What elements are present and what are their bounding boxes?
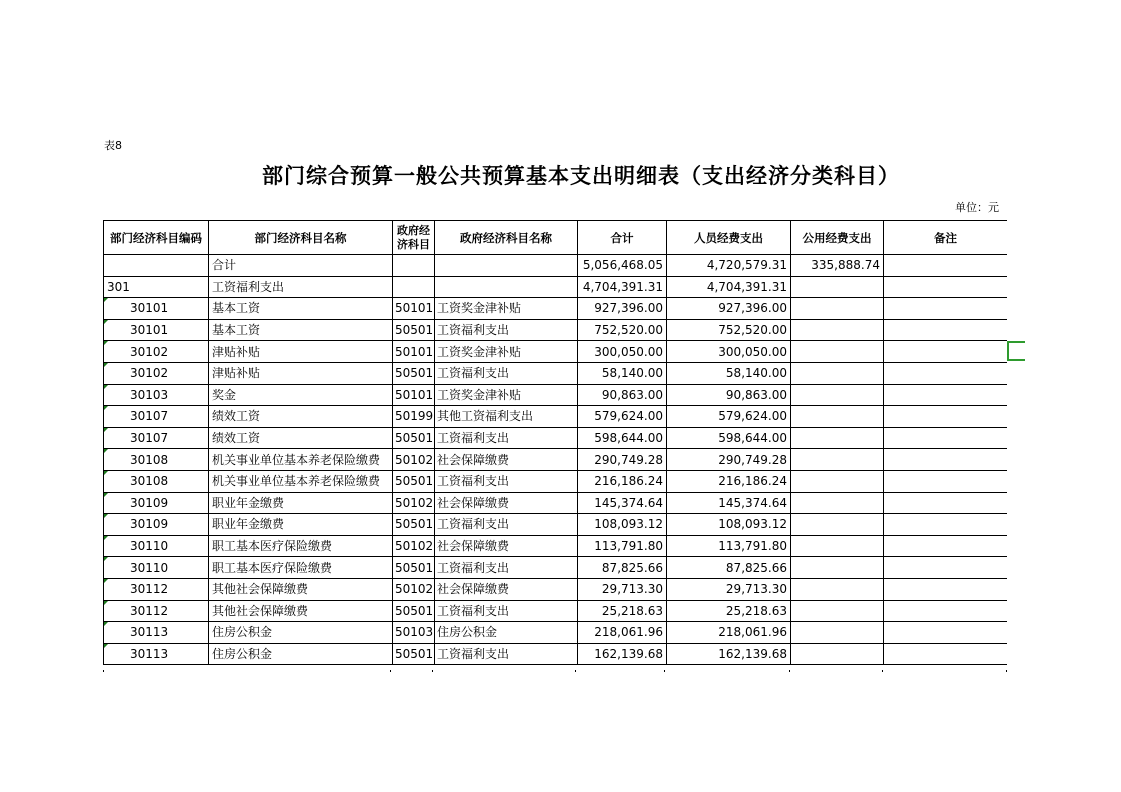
cell-dept-code: 30103 — [104, 384, 209, 406]
cell-dept-code: 30108 — [104, 449, 209, 471]
cell-note — [884, 557, 1008, 579]
table-row — [104, 255, 1008, 277]
cell-dept-code: 30110 — [104, 535, 209, 557]
cell-note — [884, 341, 1008, 363]
cell-public — [791, 362, 884, 384]
cell-dept-code: 30108 — [104, 470, 209, 492]
cell-gov-code: 50501 — [393, 427, 435, 449]
cell-gov-name — [435, 255, 578, 277]
cell-dept-code: 30109 — [104, 492, 209, 514]
cell-public: 335,888.74 — [791, 255, 884, 277]
cell-gov-code: 50501 — [393, 557, 435, 579]
cell-dept-name: 基本工资 — [209, 319, 393, 341]
cell-gov-code: 50102 — [393, 578, 435, 600]
header-dept-name: 部门经济科目名称 — [209, 221, 393, 255]
cell-gov-code: 50199 — [393, 406, 435, 428]
cell-total: 300,050.00 — [578, 341, 667, 363]
cell-dept-name: 机关事业单位基本养老保险缴费 — [209, 470, 393, 492]
cell-note — [884, 427, 1008, 449]
cell-public — [791, 341, 884, 363]
cell-dept-code: 30112 — [104, 578, 209, 600]
cell-gov-code: 50501 — [393, 600, 435, 622]
cell-personnel: 58,140.00 — [667, 362, 791, 384]
header-total: 合计 — [578, 221, 667, 255]
cell-dept-name: 机关事业单位基本养老保险缴费 — [209, 449, 393, 471]
cell-dept-name: 职工基本医疗保险缴费 — [209, 557, 393, 579]
cell-total: 598,644.00 — [578, 427, 667, 449]
table-row — [104, 298, 1008, 320]
unit-label: 单位：元 — [955, 201, 999, 214]
cell-dept-name: 职业年金缴费 — [209, 514, 393, 536]
header-gov-name: 政府经济科目名称 — [435, 221, 578, 255]
cell-personnel: 145,374.64 — [667, 492, 791, 514]
cell-gov-code: 50101 — [393, 298, 435, 320]
cell-note — [884, 578, 1008, 600]
cell-dept-code: 30112 — [104, 600, 209, 622]
cell-dept-name: 职工基本医疗保险缴费 — [209, 535, 393, 557]
table-row — [104, 622, 1008, 644]
cell-personnel: 216,186.24 — [667, 470, 791, 492]
table-cut-edge — [103, 670, 1007, 672]
cell-personnel: 113,791.80 — [667, 535, 791, 557]
table-row — [104, 492, 1008, 514]
header-dept-code: 部门经济科目编码 — [104, 221, 209, 255]
header-note: 备注 — [884, 221, 1008, 255]
cell-public — [791, 427, 884, 449]
cell-note — [884, 276, 1008, 298]
cell-dept-name: 住房公积金 — [209, 622, 393, 644]
cell-dept-name: 津贴补贴 — [209, 362, 393, 384]
cell-dept-name: 职业年金缴费 — [209, 492, 393, 514]
cell-total: 752,520.00 — [578, 319, 667, 341]
table-row — [104, 643, 1008, 665]
header-public: 公用经费支出 — [791, 221, 884, 255]
cell-gov-code: 50101 — [393, 341, 435, 363]
cell-note — [884, 449, 1008, 471]
cell-note — [884, 384, 1008, 406]
table-row — [104, 276, 1008, 298]
cell-total: 90,863.00 — [578, 384, 667, 406]
cell-total: 29,713.30 — [578, 578, 667, 600]
cell-gov-name: 社会保障缴费 — [435, 535, 578, 557]
cell-personnel: 290,749.28 — [667, 449, 791, 471]
cell-personnel: 87,825.66 — [667, 557, 791, 579]
table-row — [104, 384, 1008, 406]
cell-total: 216,186.24 — [578, 470, 667, 492]
cell-total: 218,061.96 — [578, 622, 667, 644]
cell-note — [884, 600, 1008, 622]
cell-total: 113,791.80 — [578, 535, 667, 557]
cell-gov-code: 50103 — [393, 622, 435, 644]
cell-public — [791, 319, 884, 341]
budget-table — [103, 220, 1007, 665]
cell-dept-code: 30107 — [104, 406, 209, 428]
table-row — [104, 557, 1008, 579]
cell-gov-name: 工资福利支出 — [435, 319, 578, 341]
cell-personnel: 927,396.00 — [667, 298, 791, 320]
cell-dept-code: 30102 — [104, 362, 209, 384]
cell-personnel: 218,061.96 — [667, 622, 791, 644]
cell-gov-name — [435, 276, 578, 298]
cell-note — [884, 319, 1008, 341]
cell-total: 290,749.28 — [578, 449, 667, 471]
cell-dept-code: 30109 — [104, 514, 209, 536]
cell-gov-name: 工资福利支出 — [435, 362, 578, 384]
cell-gov-name: 工资福利支出 — [435, 557, 578, 579]
cell-dept-name: 合计 — [209, 255, 393, 277]
cell-public — [791, 600, 884, 622]
cell-note — [884, 255, 1008, 277]
cell-public — [791, 535, 884, 557]
cell-personnel: 25,218.63 — [667, 600, 791, 622]
cell-public — [791, 643, 884, 665]
cell-personnel: 4,704,391.31 — [667, 276, 791, 298]
table-row — [104, 362, 1008, 384]
cell-selection-marker — [1007, 341, 1025, 361]
cell-gov-name: 工资奖金津补贴 — [435, 341, 578, 363]
cell-gov-name: 工资福利支出 — [435, 427, 578, 449]
cell-dept-name: 基本工资 — [209, 298, 393, 320]
cell-note — [884, 298, 1008, 320]
cell-total: 108,093.12 — [578, 514, 667, 536]
cell-total: 162,139.68 — [578, 643, 667, 665]
cell-public — [791, 578, 884, 600]
cell-total: 58,140.00 — [578, 362, 667, 384]
table-label: 表8 — [104, 139, 122, 152]
cell-total: 579,624.00 — [578, 406, 667, 428]
cell-gov-name: 工资奖金津补贴 — [435, 298, 578, 320]
cell-note — [884, 470, 1008, 492]
cell-gov-code: 50501 — [393, 514, 435, 536]
cell-dept-name: 工资福利支出 — [209, 276, 393, 298]
table-row — [104, 427, 1008, 449]
table-row — [104, 578, 1008, 600]
cell-gov-code: 50501 — [393, 643, 435, 665]
cell-public — [791, 622, 884, 644]
cell-public — [791, 276, 884, 298]
cell-total: 927,396.00 — [578, 298, 667, 320]
cell-dept-code: 30101 — [104, 298, 209, 320]
cell-dept-code — [104, 255, 209, 277]
cell-gov-name: 社会保障缴费 — [435, 449, 578, 471]
cell-gov-code: 50102 — [393, 449, 435, 471]
table-row — [104, 514, 1008, 536]
table-row — [104, 449, 1008, 471]
header-gov-code: 政府经济科目 — [393, 221, 435, 255]
cell-personnel: 598,644.00 — [667, 427, 791, 449]
cell-gov-code — [393, 255, 435, 277]
cell-note — [884, 492, 1008, 514]
cell-dept-name: 其他社会保障缴费 — [209, 600, 393, 622]
cell-gov-name: 社会保障缴费 — [435, 578, 578, 600]
cell-dept-name: 津贴补贴 — [209, 341, 393, 363]
cell-public — [791, 384, 884, 406]
cell-note — [884, 406, 1008, 428]
cell-gov-code: 50102 — [393, 535, 435, 557]
table-row — [104, 319, 1008, 341]
cell-gov-name: 其他工资福利支出 — [435, 406, 578, 428]
cell-gov-code: 50501 — [393, 470, 435, 492]
table-row — [104, 470, 1008, 492]
cell-gov-name: 工资奖金津补贴 — [435, 384, 578, 406]
page-title: 部门综合预算一般公共预算基本支出明细表（支出经济分类科目） — [262, 163, 900, 188]
table-body — [104, 255, 1008, 665]
cell-public — [791, 449, 884, 471]
cell-public — [791, 406, 884, 428]
cell-public — [791, 492, 884, 514]
cell-personnel: 162,139.68 — [667, 643, 791, 665]
cell-gov-code: 50101 — [393, 384, 435, 406]
cell-gov-code: 50501 — [393, 319, 435, 341]
cell-personnel: 4,720,579.31 — [667, 255, 791, 277]
cell-total: 145,374.64 — [578, 492, 667, 514]
table-row — [104, 600, 1008, 622]
cell-note — [884, 535, 1008, 557]
cell-public — [791, 470, 884, 492]
cell-note — [884, 514, 1008, 536]
budget-table-container — [103, 220, 1007, 670]
cell-dept-code: 30110 — [104, 557, 209, 579]
cell-gov-code: 50501 — [393, 362, 435, 384]
cell-gov-name: 工资福利支出 — [435, 643, 578, 665]
cell-dept-name: 其他社会保障缴费 — [209, 578, 393, 600]
table-row — [104, 406, 1008, 428]
cell-personnel: 29,713.30 — [667, 578, 791, 600]
cell-personnel: 752,520.00 — [667, 319, 791, 341]
cell-dept-code: 301 — [104, 276, 209, 298]
cell-gov-name: 住房公积金 — [435, 622, 578, 644]
header-personnel: 人员经费支出 — [667, 221, 791, 255]
cell-dept-name: 绩效工资 — [209, 427, 393, 449]
cell-dept-code: 30113 — [104, 622, 209, 644]
cell-dept-code: 30113 — [104, 643, 209, 665]
cell-gov-code — [393, 276, 435, 298]
cell-personnel: 90,863.00 — [667, 384, 791, 406]
cell-note — [884, 362, 1008, 384]
cell-gov-name: 工资福利支出 — [435, 514, 578, 536]
table-row — [104, 341, 1008, 363]
cell-public — [791, 514, 884, 536]
cell-dept-name: 奖金 — [209, 384, 393, 406]
cell-dept-name: 绩效工资 — [209, 406, 393, 428]
cell-public — [791, 557, 884, 579]
cell-note — [884, 622, 1008, 644]
cell-dept-code: 30101 — [104, 319, 209, 341]
cell-gov-name: 工资福利支出 — [435, 470, 578, 492]
cell-total: 4,704,391.31 — [578, 276, 667, 298]
cell-total: 25,218.63 — [578, 600, 667, 622]
cell-dept-code: 30102 — [104, 341, 209, 363]
cell-dept-code: 30107 — [104, 427, 209, 449]
cell-note — [884, 643, 1008, 665]
cell-total: 87,825.66 — [578, 557, 667, 579]
table-row — [104, 535, 1008, 557]
cell-total: 5,056,468.05 — [578, 255, 667, 277]
cell-personnel: 579,624.00 — [667, 406, 791, 428]
cell-gov-name: 工资福利支出 — [435, 600, 578, 622]
cell-gov-name: 社会保障缴费 — [435, 492, 578, 514]
cell-public — [791, 298, 884, 320]
table-header-row — [104, 221, 1008, 255]
cell-gov-code: 50102 — [393, 492, 435, 514]
cell-dept-name: 住房公积金 — [209, 643, 393, 665]
cell-personnel: 108,093.12 — [667, 514, 791, 536]
cell-personnel: 300,050.00 — [667, 341, 791, 363]
